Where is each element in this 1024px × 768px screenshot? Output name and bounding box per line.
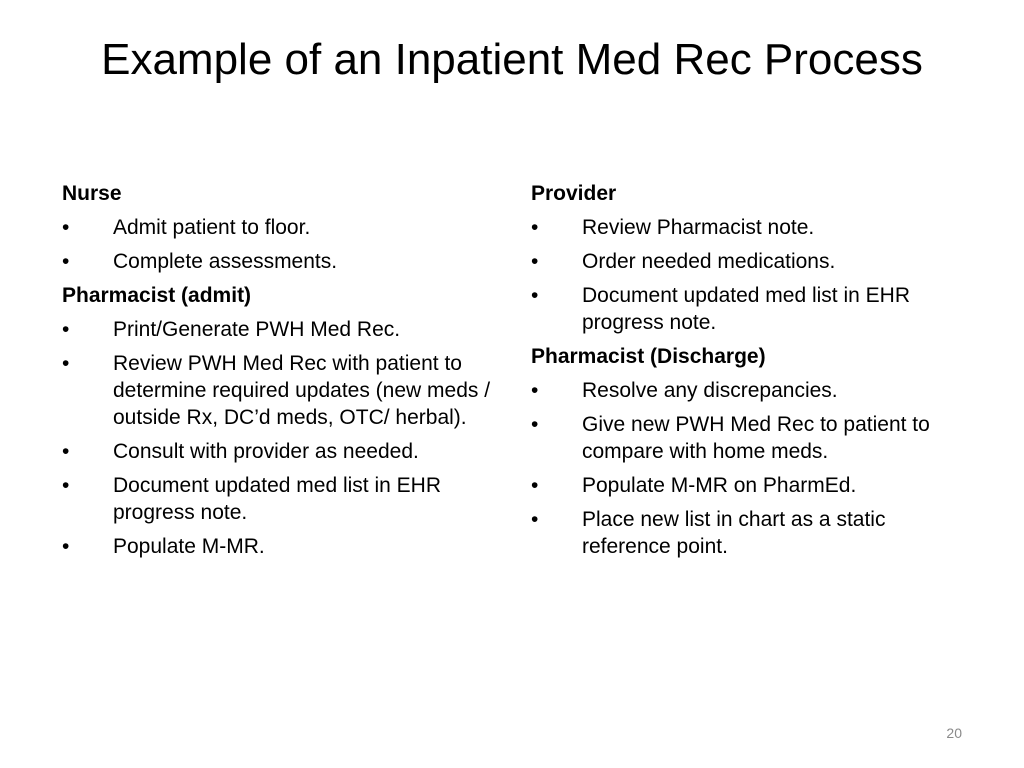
bullet-icon: • <box>531 379 539 402</box>
bullet-icon: • <box>531 250 539 273</box>
section-pharmacist-admit <box>62 282 502 560</box>
list-item <box>531 248 971 275</box>
list-item-text: Review PWH Med Rec with patient to determine required updates (new meds / outside Rx, DC’d meds, OTC/ herbal). <box>113 352 491 429</box>
bullet-icon: • <box>62 250 70 273</box>
bullet-icon: • <box>62 535 70 558</box>
list-item <box>531 214 971 241</box>
bullet-icon: • <box>531 508 539 531</box>
list-item-text: Place new list in chart as a static reference point. <box>582 508 886 558</box>
list-item <box>62 438 502 465</box>
list-item <box>62 533 502 560</box>
list-item <box>62 214 502 241</box>
section-pharmacist-discharge <box>531 343 971 560</box>
list-item-text: Admit patient to floor. <box>113 216 311 239</box>
section-provider <box>531 180 971 336</box>
bullet-list <box>62 316 502 560</box>
list-item-text: Document updated med list in EHR progress note. <box>582 284 910 334</box>
bullet-icon: • <box>62 440 70 463</box>
list-item-text: Review Pharmacist note. <box>582 216 815 239</box>
left-column <box>62 180 502 567</box>
list-item <box>62 316 502 343</box>
bullet-icon: • <box>62 352 70 375</box>
list-item-text: Document updated med list in EHR progress note. <box>113 474 441 524</box>
list-item <box>531 472 971 499</box>
list-item-text: Order needed medications. <box>582 250 836 273</box>
section-nurse <box>62 180 502 275</box>
list-item <box>531 282 971 336</box>
list-item <box>531 411 971 465</box>
list-item-text: Populate M-MR. <box>113 535 265 558</box>
list-item-text: Populate M-MR on PharmEd. <box>582 474 857 497</box>
list-item-text: Print/Generate PWH Med Rec. <box>113 318 401 341</box>
bullet-icon: • <box>62 318 70 341</box>
bullet-icon: • <box>531 474 539 497</box>
right-column <box>531 180 971 567</box>
section-heading: Provider <box>531 182 617 205</box>
slide-number: 20 <box>946 725 962 741</box>
section-heading: Pharmacist (Discharge) <box>531 345 766 368</box>
bullet-list <box>531 377 971 560</box>
bullet-list <box>531 214 971 336</box>
bullet-icon: • <box>62 216 70 239</box>
list-item-text: Give new PWH Med Rec to patient to compare with home meds. <box>582 413 930 463</box>
list-item <box>531 377 971 404</box>
bullet-list <box>62 214 502 275</box>
bullet-icon: • <box>531 216 539 239</box>
list-item-text: Consult with provider as needed. <box>113 440 419 463</box>
list-item-text: Complete assessments. <box>113 250 338 273</box>
list-item <box>62 248 502 275</box>
section-heading: Nurse <box>62 182 122 205</box>
bullet-icon: • <box>62 474 70 497</box>
list-item <box>62 472 502 526</box>
slide-title: Example of an Inpatient Med Rec Process <box>101 35 923 84</box>
list-item <box>531 506 971 560</box>
bullet-icon: • <box>531 413 539 436</box>
section-heading: Pharmacist (admit) <box>62 284 252 307</box>
list-item <box>62 350 502 431</box>
list-item-text: Resolve any discrepancies. <box>582 379 838 402</box>
bullet-icon: • <box>531 284 539 307</box>
